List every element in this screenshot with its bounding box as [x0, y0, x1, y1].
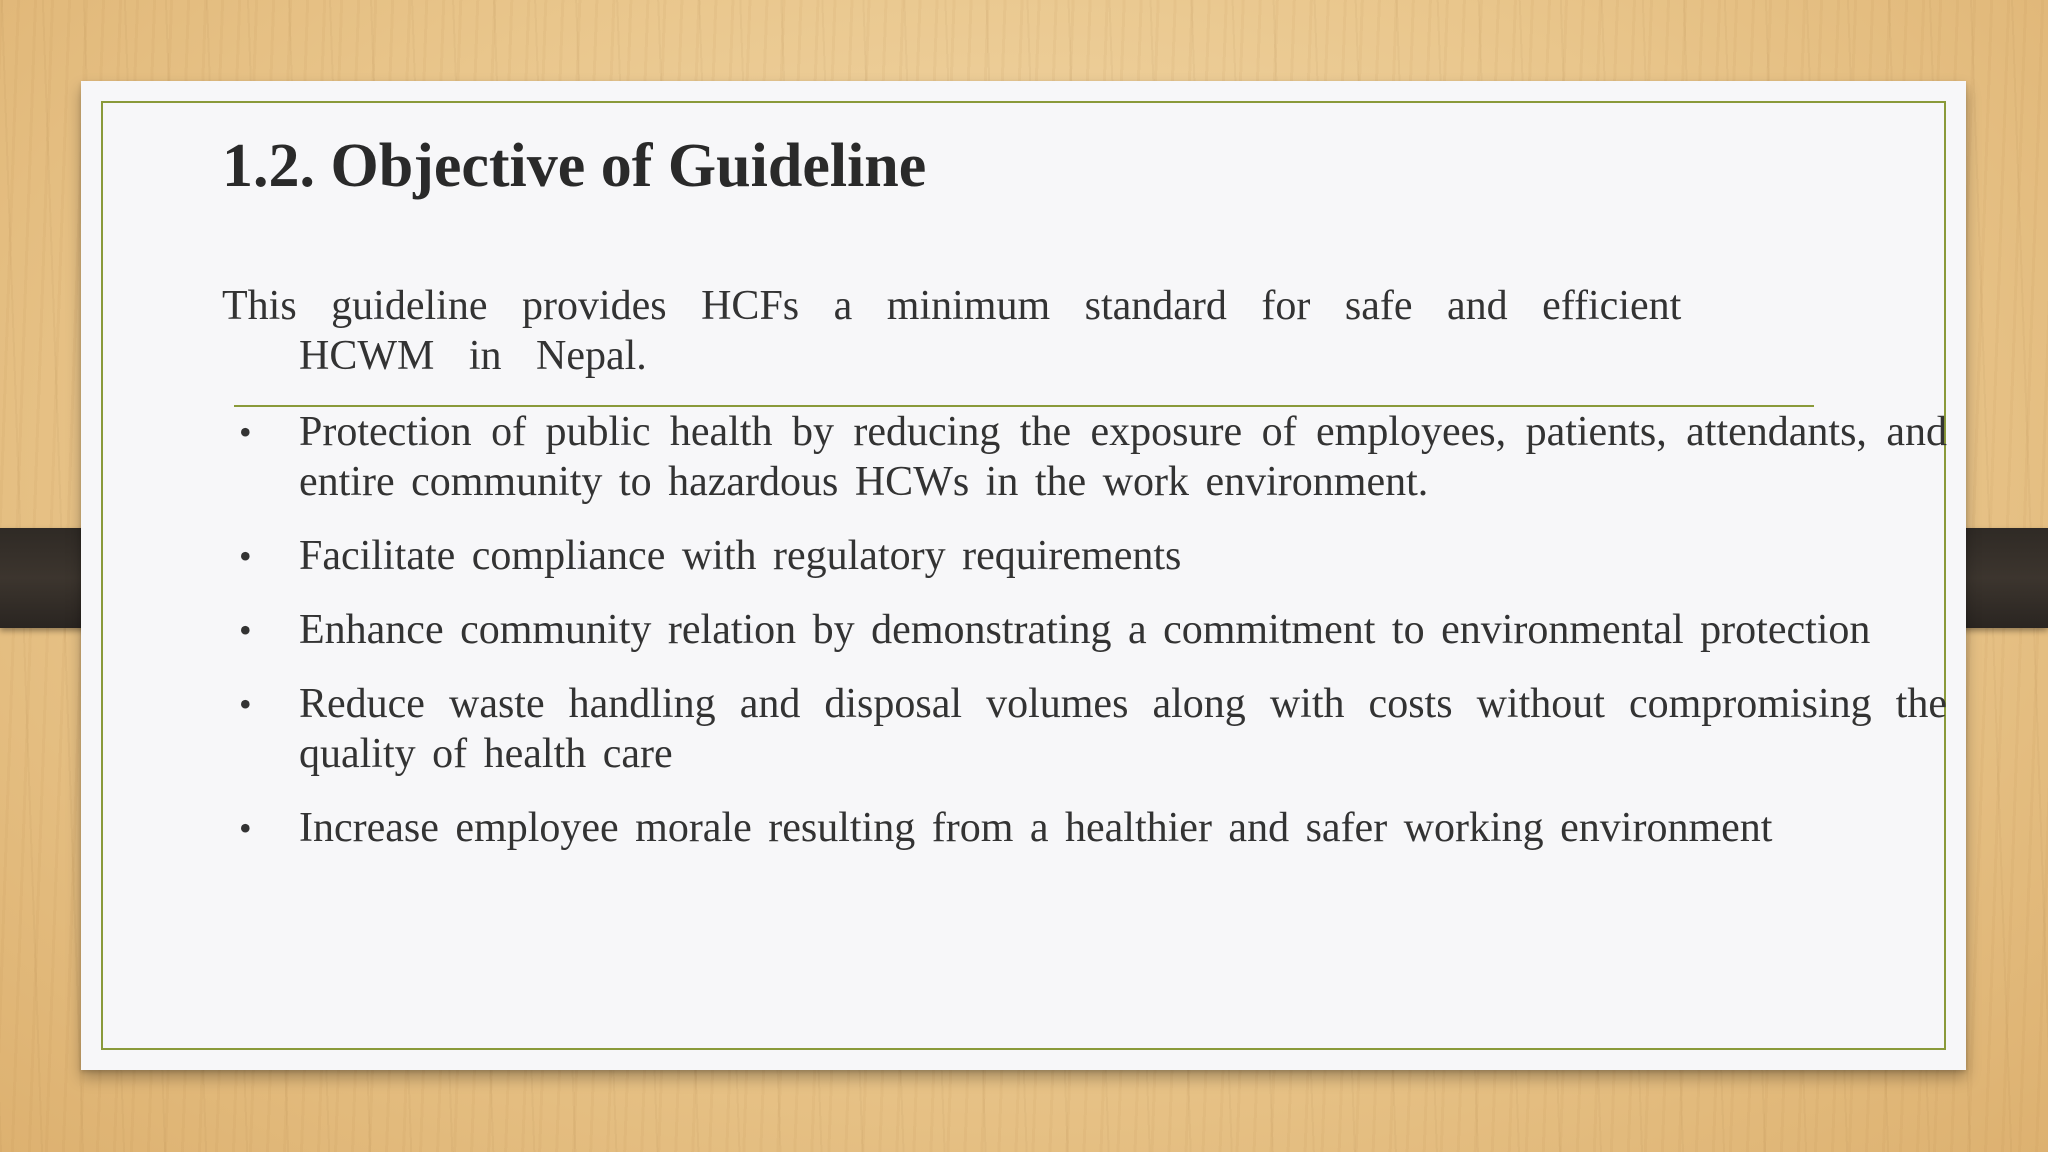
list-item [239, 803, 1947, 853]
bullet-icon: • [239, 684, 252, 724]
bullet-icon: • [239, 610, 252, 650]
list-item [239, 531, 1947, 581]
intro-paragraph: This guideline provides HCFs a minimum standard for safe and efficient HCWM in Nepal. [222, 283, 1682, 379]
list-item [239, 679, 1947, 779]
slide-card [81, 81, 1966, 1070]
list-item-text: Facilitate compliance with regulatory requirements [299, 533, 1182, 579]
list-item [239, 605, 1947, 655]
list-item-text: Protection of public health by reducing the exposure of employees, patients, attendants, and entire community to hazardous HCWs in the work environment. [299, 409, 1947, 505]
bullet-icon: • [239, 412, 252, 452]
list-item [239, 407, 1947, 507]
list-item-text: Increase employee morale resulting from a healthier and safer working environment [299, 805, 1773, 851]
bullet-icon: • [239, 808, 252, 848]
list-item-text: Enhance community relation by demonstrating a commitment to environmental protection [299, 607, 1871, 653]
list-item-text: Reduce waste handling and disposal volumes along with costs without compromising the quality of health care [299, 681, 1947, 777]
bullet-icon: • [239, 536, 252, 576]
slide-title: 1.2. Objective of Guideline [222, 132, 927, 200]
objective-list [239, 407, 1947, 877]
